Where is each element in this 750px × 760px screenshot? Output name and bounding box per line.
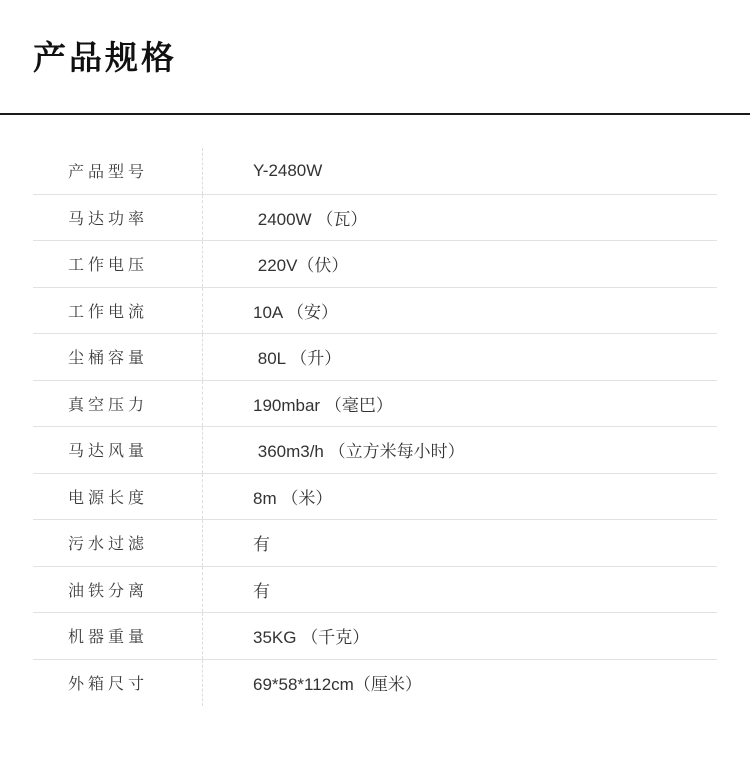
spec-row-model [33, 148, 717, 195]
spec-row-working-voltage [33, 241, 717, 288]
spec-row-vacuum-pressure [33, 381, 717, 428]
spec-label: 真空压力 [33, 381, 203, 427]
spec-row-motor-power [33, 195, 717, 242]
spec-value: 35KG （千克） [253, 628, 370, 648]
spec-label: 尘桶容量 [33, 334, 203, 380]
spec-value: Y-2480W [253, 160, 323, 180]
spec-label: 工作电压 [33, 241, 203, 287]
spec-row-motor-airflow [33, 427, 717, 474]
spec-row-oil-iron-separation [33, 567, 717, 614]
spec-value: 有 [253, 535, 270, 555]
spec-row-machine-weight [33, 613, 717, 660]
spec-value: 80L （升） [253, 349, 342, 369]
spec-row-sewage-filtration [33, 520, 717, 567]
spec-value: 8m （米） [253, 488, 333, 508]
header [0, 0, 750, 115]
spec-row-dust-bucket-capacity [33, 334, 717, 381]
spec-value: 69*58*112cm（厘米） [253, 675, 422, 695]
spec-value: 有 [253, 581, 270, 601]
spec-row-power-cord-length [33, 474, 717, 521]
spec-label: 污水过滤 [33, 520, 203, 566]
spec-label: 马达风量 [33, 427, 203, 473]
spec-label: 马达功率 [33, 195, 203, 241]
spec-label: 油铁分离 [33, 567, 203, 613]
spec-value: 360m3/h （立方米每小时） [253, 442, 465, 462]
spec-row-outer-box-size [33, 660, 717, 707]
spec-label: 工作电流 [33, 288, 203, 334]
spec-value: 220V（伏） [253, 256, 349, 276]
spec-label: 电源长度 [33, 474, 203, 520]
spec-value: 10A （安） [253, 302, 339, 322]
spec-label: 外箱尺寸 [33, 660, 203, 707]
spec-label: 产品型号 [33, 148, 203, 194]
spec-row-working-current [33, 288, 717, 335]
spec-table [33, 148, 717, 706]
spec-value: 190mbar （毫巴） [253, 395, 393, 415]
page-title: 产品规格 [33, 39, 177, 76]
spec-value: 2400W （瓦） [253, 209, 368, 229]
title-divider [0, 113, 750, 115]
spec-label: 机器重量 [33, 613, 203, 659]
